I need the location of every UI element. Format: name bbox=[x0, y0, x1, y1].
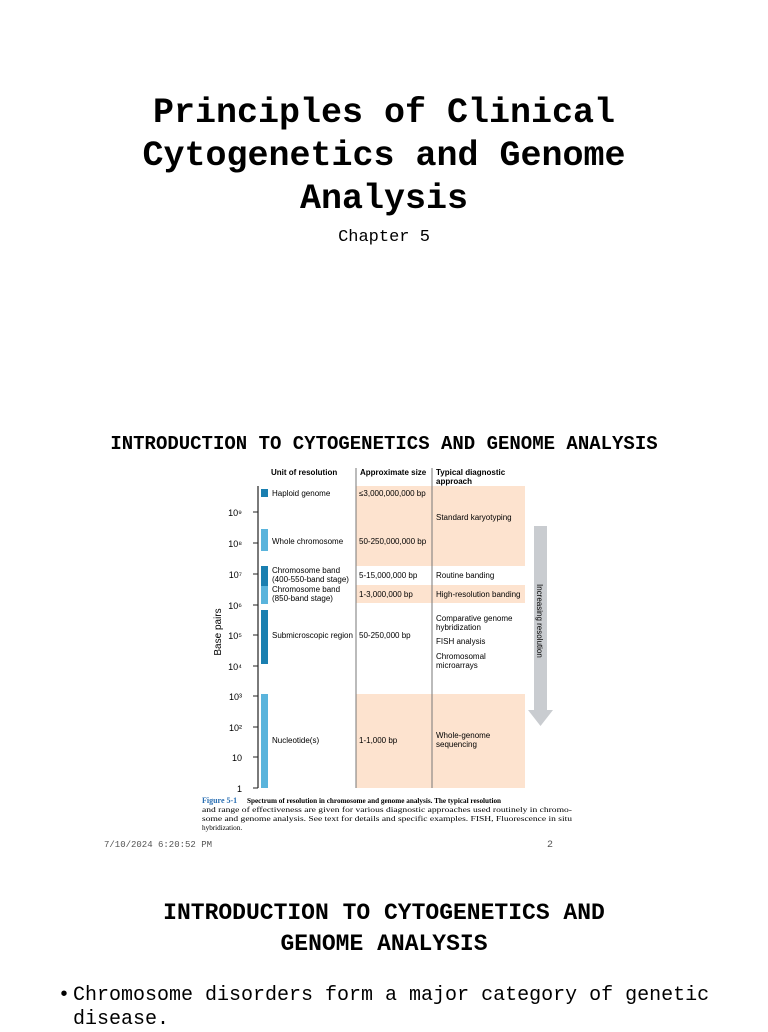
increasing-resolution-label: Increasing resolution bbox=[535, 584, 544, 658]
size-whole-chromosome: 50-250,000,000 bp bbox=[359, 537, 427, 546]
size-band-850: 1-3,000,000 bp bbox=[359, 590, 413, 599]
slide-title-line-1: Principles of Clinical bbox=[152, 93, 616, 133]
approach-fish: FISH analysis bbox=[436, 637, 486, 646]
slide2-heading-text: INTRODUCTION TO CYTOGENETICS AND GENOME ANALYSIS bbox=[110, 433, 658, 455]
header-approach-line-2: approach bbox=[436, 477, 473, 486]
tick-label: 10⁶ bbox=[228, 601, 242, 611]
tick-label: 10 bbox=[231, 753, 242, 763]
resolution-figure bbox=[198, 460, 578, 840]
slide2-page-number: 2 bbox=[547, 840, 554, 851]
approach-cgh-line-2: hybridization bbox=[436, 623, 481, 632]
slide3-heading bbox=[0, 898, 768, 960]
unit-band-850-line-2: (850-band stage) bbox=[272, 594, 333, 603]
figure-caption-line-3: some and genome analysis. See text for details and specific examples. FISH, Fluorescence in situ bbox=[202, 815, 573, 823]
tick-label: 10³ bbox=[228, 692, 242, 702]
resolution-figure-svg bbox=[198, 460, 578, 840]
tick-label: 10⁸ bbox=[228, 539, 242, 549]
shade-size-col bbox=[356, 486, 432, 566]
unit-band-850-line-1: Chromosome band bbox=[272, 585, 341, 594]
unit-submicroscopic: Submicroscopic region bbox=[272, 631, 353, 640]
approach-routine: Routine banding bbox=[436, 571, 495, 580]
unit-band-400-line-2: (400-550-band stage) bbox=[272, 575, 349, 584]
tick-label: 10² bbox=[228, 723, 242, 733]
approach-high-res: High-resolution banding bbox=[436, 590, 521, 599]
approach-wgs-line-2: sequencing bbox=[436, 740, 477, 749]
approach-wgs-line-1: Whole-genome bbox=[436, 731, 491, 740]
shade-approach-top bbox=[432, 486, 525, 566]
unit-band-400-line-1: Chromosome band bbox=[272, 566, 341, 575]
approach-standard: Standard karyotyping bbox=[436, 513, 512, 522]
figure-caption-line-2: and range of effectiveness are given for various diagnostic approaches used routinely in chromo- bbox=[202, 806, 573, 814]
tick-label: 10⁴ bbox=[228, 662, 242, 672]
unit-haploid: Haploid genome bbox=[272, 489, 331, 498]
slide-subtitle: Chapter 5 bbox=[338, 228, 430, 247]
tick-label: 1 bbox=[236, 784, 242, 794]
size-haploid: ≤3,000,000,000 bp bbox=[359, 489, 426, 498]
slide2-footer-date: 7/10/2024 6:20:52 PM bbox=[104, 840, 213, 850]
size-nucleotide: 1-1,000 bp bbox=[359, 736, 398, 745]
bullet-text: Chromosome disorders form a major category of genetic disease. bbox=[73, 984, 710, 1031]
figure-caption-label: Figure 5-1 bbox=[202, 796, 238, 805]
y-axis-label: Base pairs bbox=[213, 608, 224, 656]
bullet-item bbox=[58, 984, 748, 1032]
tick-label: 10⁷ bbox=[228, 570, 242, 580]
tick-label: 10⁹ bbox=[228, 508, 242, 518]
header-approach-line-1: Typical diagnostic bbox=[436, 468, 506, 477]
bullet-dot-icon: • bbox=[58, 984, 71, 1007]
y-axis-ticks bbox=[228, 508, 258, 794]
tick-label: 10⁵ bbox=[228, 631, 242, 641]
figure-caption-line-4: hybridization. bbox=[202, 824, 243, 832]
slide-title bbox=[0, 92, 768, 221]
approach-arrays-line-1: Chromosomal bbox=[436, 652, 486, 661]
slide3-heading-line-2: GENOME ANALYSIS bbox=[280, 931, 488, 957]
unit-nucleotide: Nucleotide(s) bbox=[272, 736, 320, 745]
slide3-heading-line-1: INTRODUCTION TO CYTOGENETICS AND bbox=[163, 900, 605, 926]
slide-title-line-3: Analysis bbox=[299, 179, 469, 219]
bar-band-400 bbox=[261, 566, 268, 586]
header-unit: Unit of resolution bbox=[271, 468, 338, 477]
slide2-heading bbox=[0, 432, 768, 456]
slide-title-line-2: Cytogenetics and Genome bbox=[142, 136, 626, 176]
header-size: Approximate size bbox=[360, 468, 427, 477]
bar-nucleotide bbox=[261, 694, 268, 788]
bar-haploid bbox=[261, 489, 268, 497]
size-band-400: 5-15,000,000 bp bbox=[359, 571, 418, 580]
figure-caption-line-1: Spectrum of resolution in chromosome and genome analysis. The typical resolution bbox=[247, 797, 502, 805]
size-submicroscopic: 50-250,000 bp bbox=[359, 631, 411, 640]
unit-whole-chromosome: Whole chromosome bbox=[272, 537, 344, 546]
approach-cgh-line-1: Comparative genome bbox=[436, 614, 513, 623]
bar-submicroscopic bbox=[261, 610, 268, 664]
bar-band-850 bbox=[261, 586, 268, 604]
approach-arrays-line-2: microarrays bbox=[436, 661, 478, 670]
bar-whole-chromosome bbox=[261, 529, 268, 551]
